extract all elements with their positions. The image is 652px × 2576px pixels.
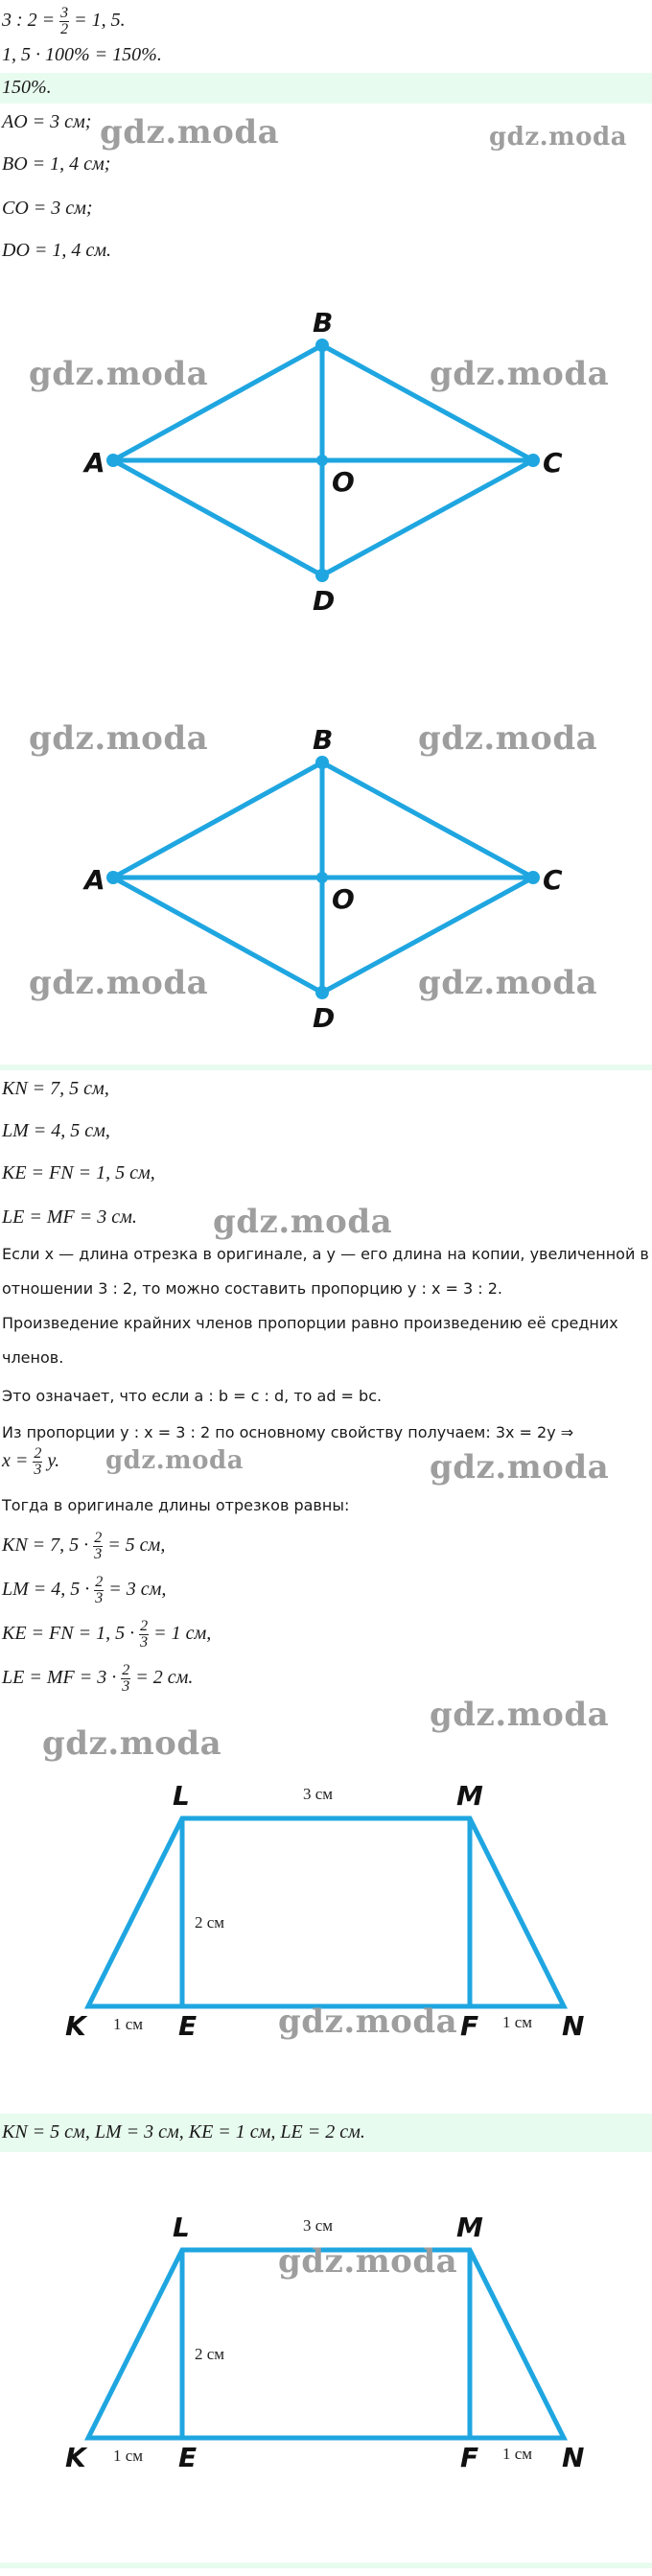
calc-lm: [2, 1575, 166, 1606]
fraction-num: 2: [122, 1662, 130, 1678]
vertex-m: M: [456, 1780, 483, 1812]
watermark: gdz.moda: [105, 1446, 244, 1475]
vertex-c: C: [543, 864, 563, 896]
fraction-num: 2: [94, 1530, 103, 1546]
paragraph-line: Тогда в оригинале длины отрезков равны:: [2, 1496, 350, 1514]
dim-height: 2 см: [195, 2345, 225, 2363]
line-le: LE = MF = 3 см.: [2, 1206, 137, 1228]
equation-lhs: x =: [2, 1450, 29, 1472]
paragraph-line: Из пропорции y : x = 3 : 2 по основному свойству получаем: 3x = 2y ⇒: [2, 1423, 574, 1441]
dim-right: 1 см: [502, 2013, 533, 2031]
equation-percent: 1, 5 · 100% = 150%.: [2, 44, 162, 65]
watermark: gdz.moda: [430, 1696, 610, 1734]
watermark: gdz.moda: [29, 964, 209, 1002]
vertex-d: D: [313, 585, 336, 617]
vertex-o: O: [332, 883, 355, 915]
line-bo: BO = 1, 4 см;: [2, 153, 111, 175]
answer-text: 150%.: [2, 77, 52, 98]
answer-band: [0, 73, 652, 104]
dim-height: 2 см: [195, 1913, 225, 1932]
calc-rhs: = 2 см.: [135, 1667, 194, 1689]
watermark: gdz.moda: [418, 964, 598, 1002]
equation-x: [2, 1446, 59, 1478]
calc-kn: [2, 1531, 165, 1562]
fraction-den: 3: [140, 1634, 149, 1651]
fraction-den: 3: [95, 1590, 104, 1606]
watermark: gdz.moda: [42, 1724, 222, 1763]
fraction-den: 3: [122, 1678, 130, 1695]
vertex-k: K: [65, 2442, 86, 2473]
vertex-k: K: [65, 2010, 86, 2042]
vertex-e: E: [178, 2442, 198, 2473]
line-do: DO = 1, 4 см.: [2, 240, 112, 261]
paragraph-line: Это означает, что если a : b = c : d, то ad = bc.: [2, 1387, 383, 1405]
vertex-m: M: [456, 2212, 483, 2243]
watermark: gdz.moda: [489, 123, 628, 152]
trapezoid-diagram-2: [0, 2196, 652, 2474]
line-lm: LM = 4, 5 см,: [2, 1120, 110, 1141]
watermark: gdz.moda: [418, 719, 598, 758]
watermark: gdz.moda: [430, 1448, 610, 1487]
calc-le: [2, 1663, 193, 1695]
answer-text-2: KN = 5 см, LM = 3 см, KE = 1 см, LE = 2 см.: [2, 2121, 365, 2143]
fraction-num: 3: [60, 5, 69, 21]
watermark: gdz.moda: [29, 355, 209, 393]
trapezoid-outline: [88, 1818, 564, 2006]
paragraph-line: отношении 3 : 2, то можно составить пропорцию y : x = 3 : 2.: [2, 1279, 502, 1298]
answer-band-2: [0, 2114, 652, 2152]
vertex-l: L: [173, 2212, 190, 2243]
fraction: [94, 1575, 104, 1606]
fraction: [59, 6, 69, 37]
vertex-e: E: [178, 2010, 198, 2042]
paragraph-line: Произведение крайних членов пропорции равно произведению её средних: [2, 1314, 618, 1332]
calc-ke: [2, 1619, 211, 1651]
divider: [0, 2563, 652, 2568]
vertex-b: B: [313, 307, 334, 339]
fraction: [33, 1446, 42, 1478]
vertex-o: O: [332, 466, 355, 498]
fraction: [121, 1663, 130, 1695]
calc-lhs: KN = 7, 5 ·: [2, 1534, 89, 1557]
vertex-f: F: [460, 2010, 479, 2042]
vertex-n: N: [562, 2442, 585, 2473]
vertex-c: C: [543, 447, 563, 479]
calc-rhs: = 3 см,: [108, 1579, 167, 1601]
vertex-n: N: [562, 2010, 585, 2042]
line-ke: KE = FN = 1, 5 см,: [2, 1162, 155, 1183]
divider: [0, 1065, 652, 1070]
fraction-num: 2: [95, 1574, 104, 1590]
calc-lhs: KE = FN = 1, 5 ·: [2, 1623, 135, 1645]
calc-lhs: LM = 4, 5 ·: [2, 1579, 90, 1601]
fraction-den: 3: [94, 1546, 103, 1562]
paragraph-line: членов.: [2, 1348, 64, 1367]
watermark: gdz.moda: [430, 355, 610, 393]
dim-left: 1 см: [113, 2447, 144, 2465]
calc-rhs: = 5 см,: [107, 1534, 166, 1557]
equation-ratio: [2, 6, 126, 37]
fraction: [139, 1619, 149, 1651]
vertex-l: L: [173, 1780, 190, 1812]
trapezoid-diagram: [0, 1765, 652, 2043]
dim-top: 3 см: [303, 2216, 334, 2235]
paragraph-line: Если x — длина отрезка в оригинале, а y — его длина на копии, увеличенной в: [2, 1245, 649, 1263]
equation-rhs: = 1, 5.: [74, 10, 126, 32]
vertex-a: A: [84, 864, 105, 896]
equation-rhs: y.: [47, 1450, 60, 1472]
fraction-num: 2: [34, 1445, 42, 1462]
watermark: gdz.moda: [213, 1203, 393, 1241]
watermark: gdz.moda: [278, 2242, 458, 2281]
line-kn: KN = 7, 5 см,: [2, 1078, 109, 1099]
dim-left: 1 см: [113, 2015, 144, 2033]
fraction-num: 2: [140, 1618, 149, 1634]
watermark: gdz.moda: [278, 2002, 458, 2041]
equation-lhs: 3 : 2 =: [2, 10, 56, 32]
vertex-a: A: [84, 447, 105, 479]
dim-right: 1 см: [502, 2445, 533, 2463]
calc-lhs: LE = MF = 3 ·: [2, 1667, 117, 1689]
fraction: [93, 1531, 103, 1562]
dim-top: 3 см: [303, 1785, 334, 1803]
watermark: gdz.moda: [29, 719, 209, 758]
vertex-f: F: [460, 2442, 479, 2473]
fraction-den: 2: [60, 21, 69, 37]
vertex-b: B: [313, 724, 334, 756]
calc-rhs: = 1 см,: [153, 1623, 212, 1645]
watermark: gdz.moda: [100, 113, 280, 152]
fraction-den: 3: [34, 1462, 42, 1478]
vertex-d: D: [313, 1002, 336, 1034]
line-co: CO = 3 см;: [2, 198, 93, 219]
line-ao: AO = 3 см;: [2, 111, 92, 132]
